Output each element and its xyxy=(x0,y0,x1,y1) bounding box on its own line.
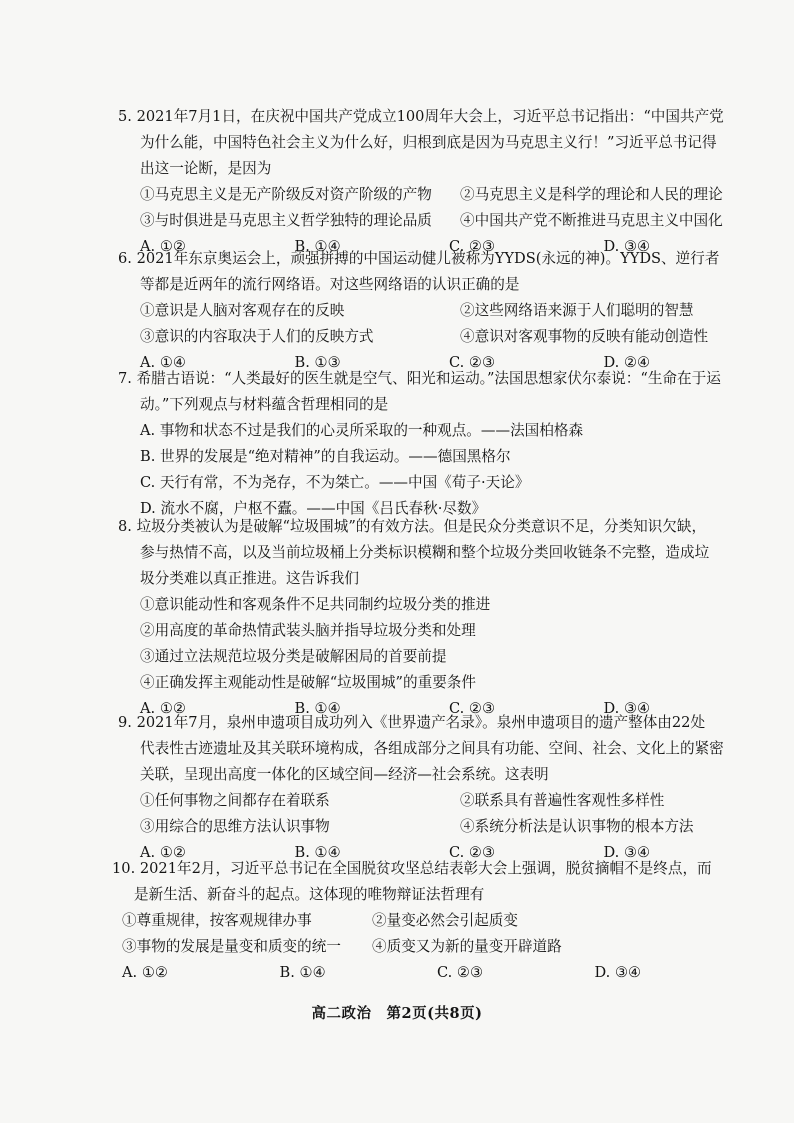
q5-choice-b[interactable]: B. ①④ xyxy=(294,238,341,255)
q9-statement-3: ③用综合的思维方法认识事物 xyxy=(140,818,330,835)
q5-choice-d[interactable]: D. ③④ xyxy=(603,238,651,255)
q5-statement-1: ①马克思主义是无产阶级反对资产阶级的产物 xyxy=(140,186,432,203)
q9-statement-2: ②联系具有普遍性客观性多样性 xyxy=(460,792,665,809)
question-10 xyxy=(112,856,752,986)
q8-stem-line-1: 8. 垃圾分类被认为是破解“垃圾围城”的有效方法。但是民众分类意识不足，分类知识欠缺， xyxy=(118,518,707,535)
q7-option-c[interactable]: C. 天行有常，不为尧存，不为桀亡。——中国《荀子·天论》 xyxy=(140,474,530,491)
question-5 xyxy=(118,104,758,260)
q10-choice-c[interactable]: C. ②③ xyxy=(437,964,484,981)
q9-statement-4: ④系统分析法是认识事物的根本方法 xyxy=(460,818,694,835)
q10-choice-d[interactable]: D. ③④ xyxy=(594,964,642,981)
q5-statements-row-1 xyxy=(118,182,758,208)
q9-choice-a[interactable]: A. ①② xyxy=(140,844,186,861)
q10-stem-line-1: 10. 2021年2月，习近平总书记在全国脱贫攻坚总结表彰大会上强调，脱贫摘帽不是终点，而 xyxy=(112,860,712,877)
q8-stem-line-2: 参与热情不高，以及当前垃圾桶上分类标识模糊和整个垃圾分类回收链条不完整，造成垃 xyxy=(140,544,710,561)
q5-stem-line-2: 为什么能，中国特色社会主义为什么好，归根到底是因为马克思主义行！”习近平总书记得 xyxy=(140,134,717,151)
q7-option-b[interactable]: B. 世界的发展是“绝对精神”的自我运动。——德国黑格尔 xyxy=(140,448,511,465)
q5-choice-c[interactable]: C. ②③ xyxy=(449,238,496,255)
q5-statements-row-2 xyxy=(118,208,758,234)
q8-choice-a[interactable]: A. ①② xyxy=(140,700,186,717)
q6-statement-2: ②这些网络语来源于人们聪明的智慧 xyxy=(460,302,694,319)
q8-choice-d[interactable]: D. ③④ xyxy=(603,700,651,717)
question-8 xyxy=(118,514,758,722)
q10-choices xyxy=(112,960,752,986)
q6-statement-3: ③意识的内容取决于人们的反映方式 xyxy=(140,328,374,345)
q10-statements-row-2 xyxy=(112,934,752,960)
q7-stem-line-2: 动。”下列观点与材料蕴含哲理相同的是 xyxy=(140,396,389,413)
q6-statement-1: ①意识是人脑对客观存在的反映 xyxy=(140,302,345,319)
q6-statement-4: ④意识对客观事物的反映有能动创造性 xyxy=(460,328,709,345)
q9-choice-b[interactable]: B. ①④ xyxy=(294,844,341,861)
q10-choice-b[interactable]: B. ①④ xyxy=(279,964,326,981)
q9-choice-d[interactable]: D. ③④ xyxy=(603,844,651,861)
q10-statement-3: ③事物的发展是量变和质变的统一 xyxy=(122,938,341,955)
question-6 xyxy=(118,246,758,376)
q9-statements-row-1 xyxy=(118,788,758,814)
q10-statement-2: ②量变必然会引起质变 xyxy=(372,912,518,929)
q10-statement-1: ①尊重规律，按客观规律办事 xyxy=(122,912,312,929)
q6-choice-c[interactable]: C. ②③ xyxy=(449,354,496,371)
q5-stem-line-1: 5. 2021年7月1日，在庆祝中国共产党成立100周年大会上，习近平总书记指出：“中国共产党 xyxy=(118,108,724,125)
q8-statement-2: ②用高度的革命热情武装头脑并指导垃圾分类和处理 xyxy=(140,622,476,639)
page-footer: 高二政治 第2页(共8页) xyxy=(311,1005,483,1022)
q8-stem-line-3: 圾分类难以真正推进。这告诉我们 xyxy=(140,570,359,587)
q8-statement-1: ①意识能动性和客观条件不足共同制约垃圾分类的推进 xyxy=(140,596,491,613)
q6-statements-row-2 xyxy=(118,324,758,350)
q6-choice-a[interactable]: A. ①④ xyxy=(140,354,186,371)
q8-choice-c[interactable]: C. ②③ xyxy=(449,700,496,717)
q6-statements-row-1 xyxy=(118,298,758,324)
q9-stem-line-1: 9. 2021年7月，泉州申遗项目成功列入《世界遗产名录》。泉州申遗项目的遗产整体由22处 xyxy=(118,714,706,731)
q7-option-d[interactable]: D. 流水不腐，户枢不蠹。——中国《吕氏春秋·尽数》 xyxy=(140,500,487,517)
q7-stem-line-1: 7. 希腊古语说：“人类最好的医生就是空气、阳光和运动。”法国思想家伏尔泰说：“生命在于运 xyxy=(118,370,721,387)
q9-statement-1: ①任何事物之间都存在着联系 xyxy=(140,792,330,809)
q6-choice-b[interactable]: B. ①③ xyxy=(294,354,341,371)
q9-choice-c[interactable]: C. ②③ xyxy=(449,844,496,861)
q10-stem-line-2: 是新生活、新奋斗的起点。这体现的唯物辩证法哲理有 xyxy=(134,886,485,903)
q6-stem-line-2: 等都是近两年的流行网络语。对这些网络语的认识正确的是 xyxy=(140,276,520,293)
q9-stem-line-2: 代表性古迹遗址及其关联环境构成，各组成部分之间具有功能、空间、社会、文化上的紧密 xyxy=(140,740,724,757)
q5-statement-2: ②马克思主义是科学的理论和人民的理论 xyxy=(460,186,723,203)
q10-statement-4: ④质变又为新的量变开辟道路 xyxy=(372,938,562,955)
q8-choice-b[interactable]: B. ①④ xyxy=(294,700,341,717)
q10-choice-a[interactable]: A. ①② xyxy=(122,964,168,981)
q6-stem-line-1: 6. 2021年东京奥运会上，顽强拼搏的中国运动健儿被称为YYDS(永远的神)。YYDS、逆行者 xyxy=(118,250,720,267)
q5-statement-3: ③与时俱进是马克思主义哲学独特的理论品质 xyxy=(140,212,432,229)
q6-choice-d[interactable]: D. ②④ xyxy=(603,354,651,371)
q5-statement-4: ④中国共产党不断推进马克思主义中国化 xyxy=(460,212,723,229)
q8-statement-3: ③通过立法规范垃圾分类是破解困局的首要前提 xyxy=(140,648,447,665)
q7-option-a[interactable]: A. 事物和状态不过是我们的心灵所采取的一种观点。——法国柏格森 xyxy=(140,422,584,439)
q5-choice-a[interactable]: A. ①② xyxy=(140,238,186,255)
q10-statements-row-1 xyxy=(112,908,752,934)
q5-stem-line-3: 出这一论断，是因为 xyxy=(140,160,272,177)
q9-statements-row-2 xyxy=(118,814,758,840)
question-9 xyxy=(118,710,758,866)
question-7 xyxy=(118,366,758,522)
q9-stem-line-3: 关联，呈现出高度一体化的区域空间—经济—社会系统。这表明 xyxy=(140,766,549,783)
q8-statement-4: ④正确发挥主观能动性是破解“垃圾围城”的重要条件 xyxy=(140,674,476,691)
